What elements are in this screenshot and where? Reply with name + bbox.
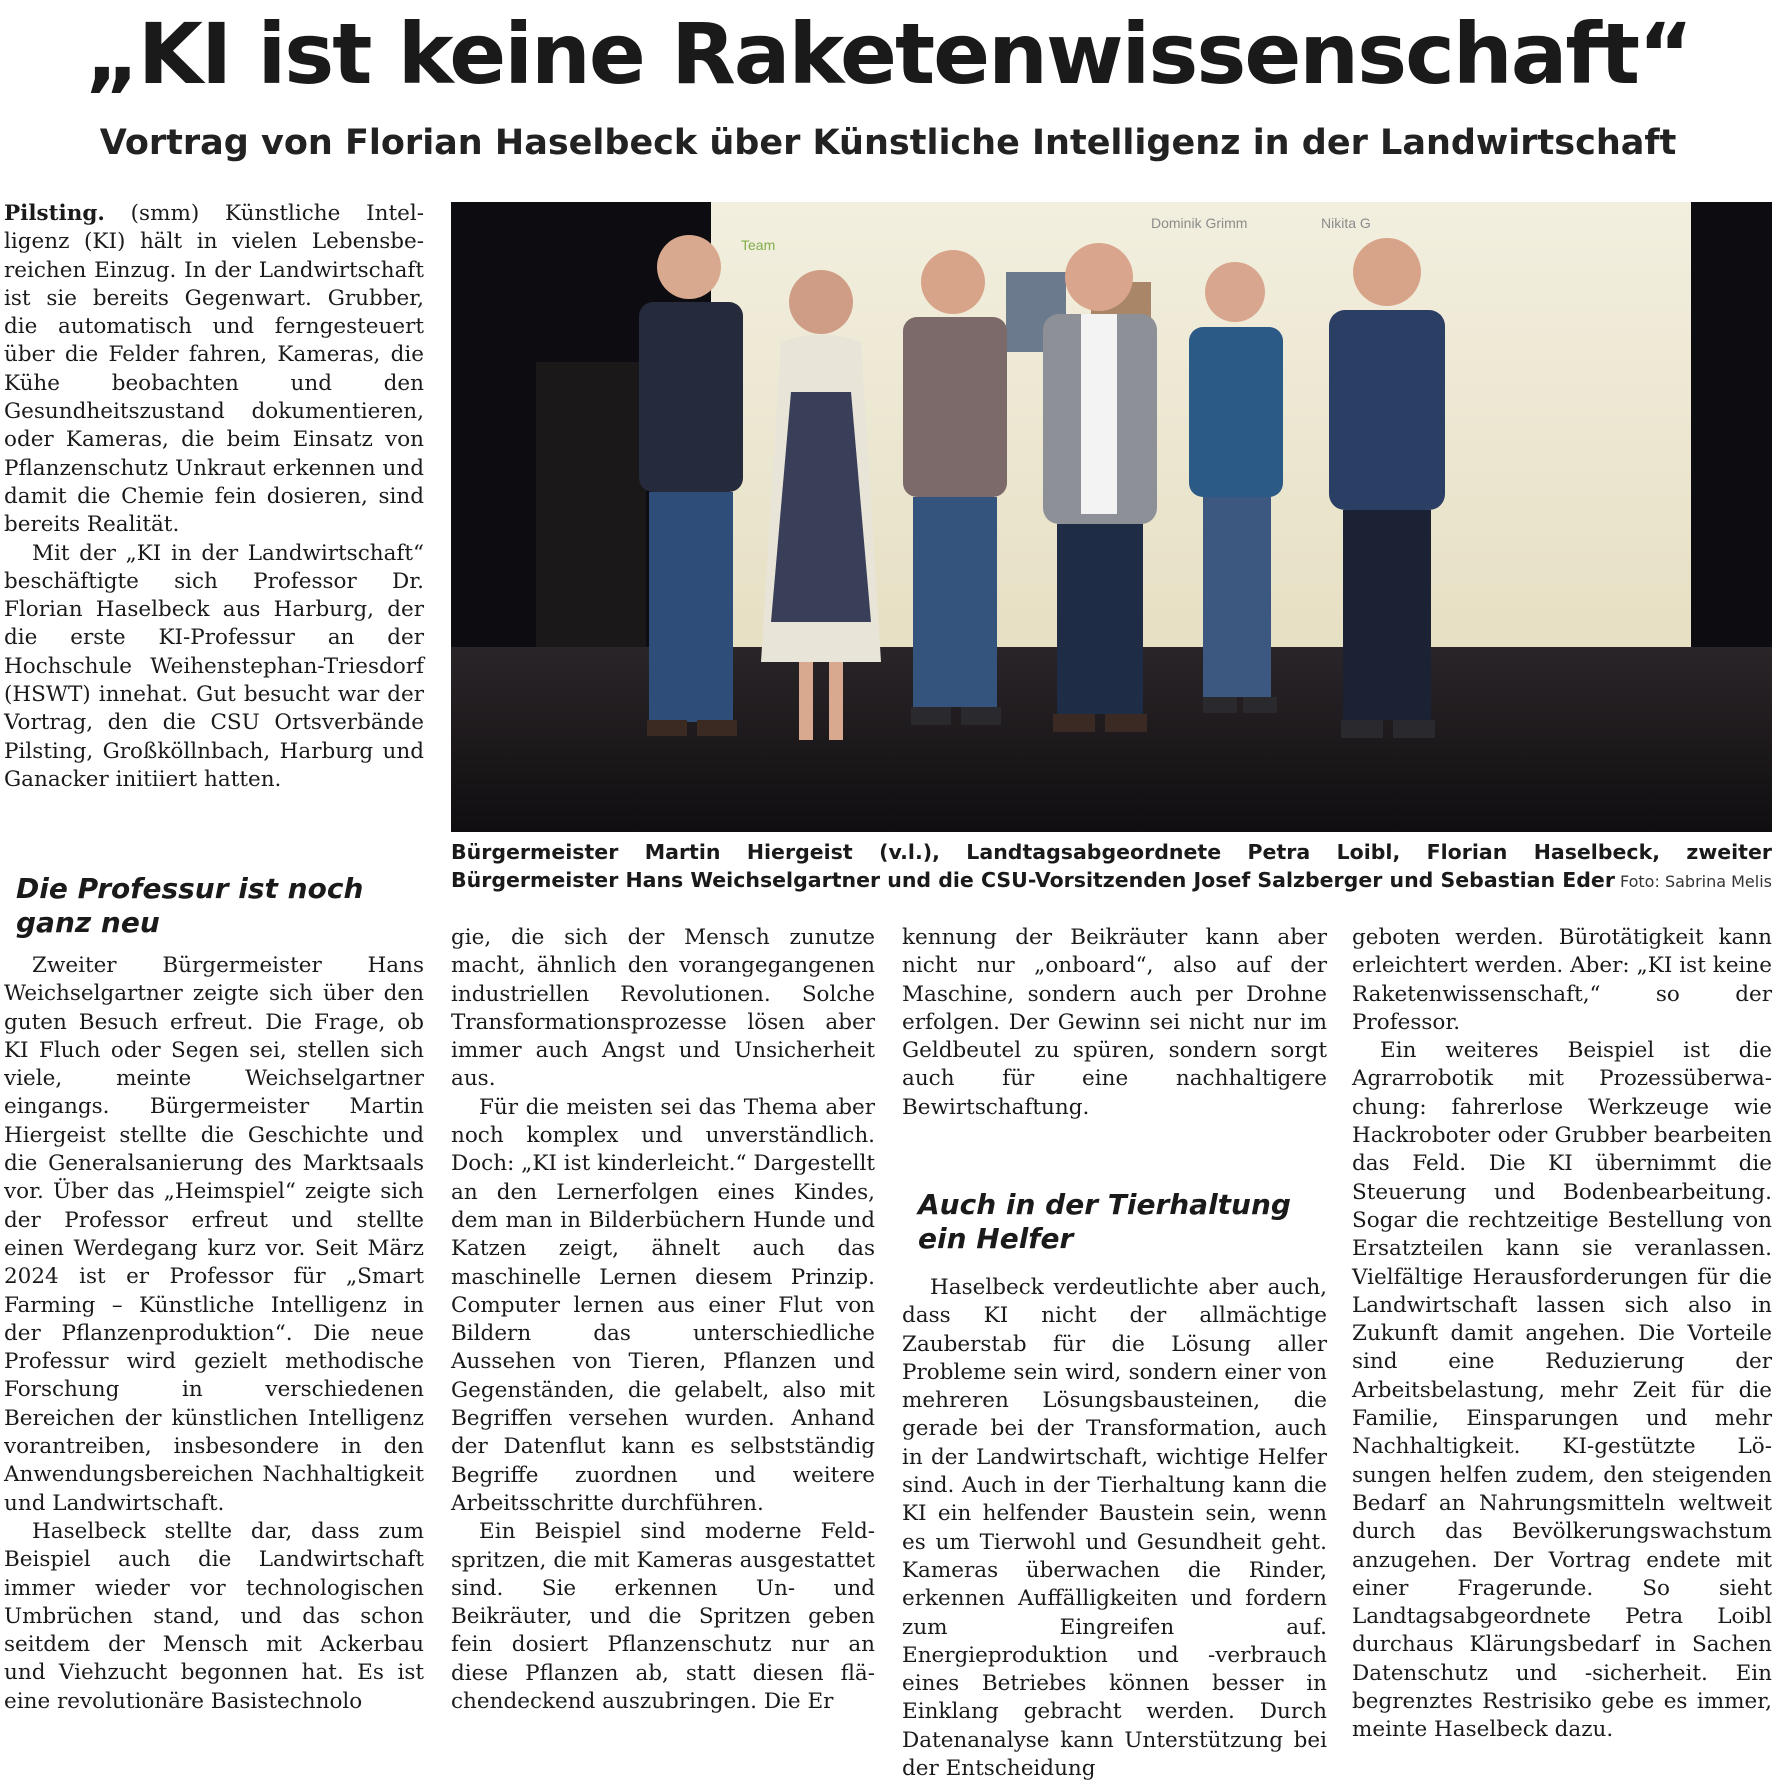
paragraph: kennung der Beikräuter kann aber nicht nur „onboard“, also auf der Maschine, sondern auch per Drohne erfolgen. Der Gewinn sei nicht nur im Geldbeutel zu spüren, sondern sorgt auch für eine nachhaltigere Bewirtschaftung. [902,925,1327,1120]
paragraph: Ein Beispiel sind moderne Feldspritzen, die mit Kameras ausgestattet sind. Sie erkennen Un- und Beikräuter, und die Spritzen geben fein dosiert Pflanzenschutz nur an diese Pflanzen ab, statt diesen flächendeckend auszubringen. Die Er [451,1519,875,1715]
column-4 [1352,924,1772,1766]
photo-credit: Foto: Sabrina Melis [1619,872,1772,891]
screen-text: Dominik Grimm [1151,215,1248,231]
subheadline: Vortrag von Florian Haselbeck über Künstliche Intelligenz in der Landwirtschaft [99,123,1677,163]
paragraph-text: (smm) Künstliche Intelligenz (KI) hält in vielen Lebensbereichen Einzug. In der Landwirtschaft ist sie bereits Gegenwart. Grubber, die automatisch und ferngesteuert über die Felder fahren, Kameras, die Kühe beobachten und den Gesundheitszustand dokumentieren, oder Kameras, die beim Einsatz von Pflanzenschutz Unkraut erkennen und damit die Chemie fein dosieren, sind bereits Realität. [4,201,424,538]
screen-text: Team [741,237,776,253]
article-photo [451,202,1772,832]
paragraph: Haselbeck verdeutlichte aber auch, dass KI nicht der allmächtige Zauberstab für die Lösung aller Probleme sein wird, sondern einer von mehreren Lösungsbausteinen, die gerade bei der Transformation, auch in der Landwirtschaft, wichtige Helfer sind. Auch in der Tierhaltung kann die KI ein helfender Baustein sein, wenn es um Tierwohl und Gesundheit geht. Kameras überwachen die Rinder, erkennen Auffälligkeiten und fordern zum Eingreifen auf. Energieproduktion und -verbrauch eines Betriebes können besser in Einklang gebracht werden. Durch Datenanalyse kann Unterstützung bei der Entscheidung [902,1275,1327,1782]
crosshead-professur: Die Professur ist noch ganz neu [16,872,364,939]
paragraph: Für die meisten sei das Thema aber noch komplex und unverständlich. Doch: „KI ist kinderleicht.“ Dargestellt an den Lernerfolgen eines Kindes, dem man in Bilderbüchern Hunde und Katzen zeigt, ähnelt auch das maschinelle Lernen diesem Prinzip. Computer lernen aus einer Flut von Bildern das unterschiedliche Aussehen von Tieren, Pflanzen und Gegenständen, die gelabelt, also mit Begriffen versehen wurden. Anhand der Datenflut kann es selbstständig Begriffe zuordnen und weitere Arbeitsschritte durchführen. [451,1094,875,1516]
crosshead-tierhaltung: Auch in der Tierhaltung ein Helfer [918,1188,1291,1255]
column-1-bottom [4,952,424,1766]
paragraph: gie, die sich der Mensch zunutze macht, ähnlich den vorangegangenen industriellen Revolutionen. Solche Transformationsprozesse lösen aber immer auch Angst und Unsicherheit aus. [451,925,875,1092]
headline: „KI ist keine Raketenwissenschaft“ [84,5,1692,103]
paragraph [4,200,424,540]
column-2 [451,924,875,1766]
paragraph: Ein weiteres Beispiel ist die Agrarrobotik mit Prozessüberwachung: fahrerlose Werkzeuge wie Hackroboter oder Grubber bearbeiten das Feld. Die KI übernimmt die Steuerung und Bodenbearbeitung. Sogar die rechtzeitige Bestellung von Ersatzteilen kann sie veranlassen. Vielfältige Herausforderungen für die Landwirtschaft lassen sich also in Zukunft damit angehen. Die Vorteile sind eine Reduzierung der Arbeitsbelastung, mehr Zeit für die Familie, Einsparungen und mehr Nachhaltigkeit. KI-gestützte Lösungen helfen zudem, den steigenden Bedarf an Nahrungsmitteln weltweit durch das Bevölkerungswachstum anzugehen. Der Vortrag endete mit einer Fragerunde. So sieht Landtagsabgeordnete Petra Loibl durchaus Klärungsbedarf in Sachen Datenschutz und -sicherheit. Ein begrenztes Restrisiko gebe es immer, meinte Haselbeck dazu. [1352,1038,1772,1743]
paragraph: Mit der „KI in der Landwirtschaft“ beschäftigte sich Professor Dr. Florian Haselbeck aus Harburg, der die erste KI-Professur an der Hochschule Weihenstephan-Triesdorf (HSWT) innehat. Gut besucht war der Vortrag, den die CSU Ortsverbände Pilsting, Großköllnbach, Harburg und Ganacker initiiert hatten. [4,540,424,792]
paragraph: geboten werden. Bürotätigkeit kann erleichtert werden. Aber: „KI ist keine Raketenwissenschaft,“ so der Professor. [1352,925,1772,1035]
screen-text: Nikita G [1321,215,1371,231]
column-1-top [4,200,424,836]
dateline-location: Pilsting. [4,201,105,226]
person-haselbeck [903,250,1007,725]
column-3-bottom [902,1274,1327,1782]
photo-caption: Bürgermeister Martin Hiergeist (v.l.), Landtagsabgeordnete Petra Loibl, Florian Haselbeck, zweiter Bürgermeister Hans Weichselgartner und die CSU-Vorsitzenden Josef Salzberger und Sebastian Eder [451,840,1772,892]
column-3-top [902,924,1327,1184]
person-salzberger [1189,262,1283,713]
paragraph: Haselbeck stellte dar, dass zum Beispiel auch die Landwirtschaft immer wieder vor technologischen Umbrüchen stand, und das schon seitdem der Mensch mit Ackerbau und Viehzucht begonnen hat. Es ist eine revolutionäre Basistechnolo [4,1518,424,1714]
person-hiergeist [639,235,743,736]
group-photo-illustration [451,202,1772,832]
paragraph: Zweiter Bürgermeister Hans Weichselgartner zeigte sich über den guten Besuch erfreut. Die Frage, ob KI Fluch oder Segen sei, stellen sich viele, meinte Weichselgartner eingangs. Bürgermeister Martin Hiergeist stellte die Geschichte und die Generalsanierung des Marktsaals vor. Über das „Heimspiel“ zeigte sich der Professor erfreut und stellte einen Werdegang kurz vor. Seit März 2024 ist er Professor für „Smart Farming – Künstliche Intelligenz in der Pflanzenproduktion“. Die neue Professur wird gezielt methodische Forschung in verschiedenen Bereichen der künstlichen Intelligenz vorantreiben, insbesondere in den Anwendungsbereichen Nachhaltigkeit und Landwirtschaft. [4,953,424,1516]
person-weichselgartner [1043,243,1157,732]
person-eder [1329,238,1445,738]
